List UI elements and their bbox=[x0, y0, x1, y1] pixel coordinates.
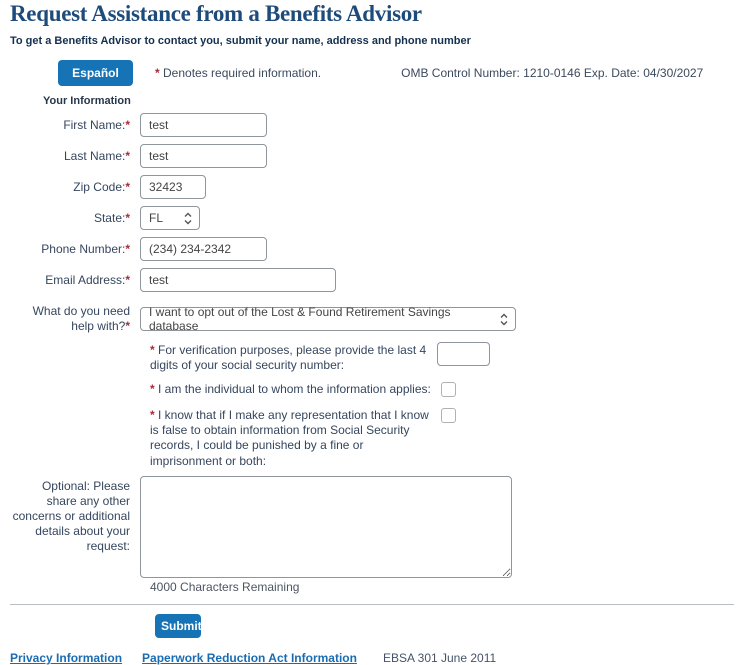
required-asterisk: * bbox=[125, 117, 130, 132]
individual-text bbox=[150, 381, 437, 397]
first-name-label: First Name:* bbox=[63, 117, 130, 132]
optional-row bbox=[10, 476, 734, 578]
phone-input[interactable] bbox=[140, 237, 267, 261]
perjury-statement-text: I know that if I make any representation that I know is false to obtain information from Social Security records, I could be punished by a fine or imprisonment or both: bbox=[150, 407, 429, 468]
chars-remaining-text: 4000 Characters Remaining bbox=[150, 580, 300, 595]
required-asterisk: * bbox=[155, 66, 160, 80]
required-asterisk: * bbox=[125, 210, 130, 225]
page-title: Request Assistance from a Benefits Advisor bbox=[10, 1, 422, 26]
perjury-text bbox=[150, 407, 437, 469]
select-spinner-icon bbox=[500, 313, 508, 326]
zip-code-row bbox=[10, 175, 734, 199]
paperwork-reduction-act-link[interactable]: Paperwork Reduction Act Information bbox=[142, 651, 357, 665]
optional-details-textarea[interactable] bbox=[140, 476, 512, 578]
footer bbox=[10, 651, 734, 665]
zip-code-input[interactable] bbox=[140, 175, 206, 199]
last-name-input[interactable] bbox=[140, 144, 267, 168]
ssn-row bbox=[150, 342, 734, 374]
first-name-row bbox=[10, 113, 734, 137]
required-asterisk: * bbox=[150, 407, 155, 422]
email-input[interactable] bbox=[140, 268, 336, 292]
help-row bbox=[10, 304, 734, 334]
espanol-button[interactable]: Español bbox=[58, 60, 133, 86]
optional-label: Optional: Please share any other concerns or additional details about your request: bbox=[12, 479, 130, 554]
perjury-row bbox=[150, 407, 734, 469]
individual-row bbox=[150, 381, 734, 400]
required-asterisk: * bbox=[125, 179, 130, 194]
page-subtitle: To get a Benefits Advisor to contact you, submit your name, address and phone number bbox=[10, 35, 471, 47]
state-row bbox=[10, 206, 734, 230]
phone-label: Phone Number:* bbox=[41, 241, 130, 256]
required-asterisk: * bbox=[150, 381, 155, 396]
state-select-value: FL bbox=[149, 211, 164, 225]
select-spinner-icon bbox=[184, 212, 192, 225]
phone-row bbox=[10, 237, 734, 261]
divider bbox=[10, 604, 734, 605]
privacy-information-link[interactable]: Privacy Information bbox=[10, 651, 123, 665]
individual-checkbox[interactable] bbox=[441, 382, 456, 397]
help-select-value: I want to opt out of the Lost & Found Retirement Savings database bbox=[149, 305, 451, 333]
section-heading-your-information: Your Information bbox=[43, 95, 131, 107]
form-header-row bbox=[10, 60, 734, 86]
last-name-row bbox=[10, 144, 734, 168]
required-asterisk: * bbox=[125, 241, 130, 256]
last-name-label: Last Name:* bbox=[63, 148, 130, 163]
zip-code-label: Zip Code:* bbox=[73, 179, 130, 194]
email-row bbox=[10, 268, 734, 292]
required-note-text: Denotes required information. bbox=[163, 66, 322, 80]
perjury-checkbox[interactable] bbox=[441, 408, 456, 423]
required-asterisk: * bbox=[150, 343, 155, 357]
omb-control-text: OMB Control Number: 1210-0146 Exp. Date: 04/30/2027 bbox=[401, 66, 704, 80]
ssn-note-text: For verification purposes, please provide the last 4 digits of your social security number: bbox=[150, 343, 427, 373]
submit-button[interactable]: Submit bbox=[155, 614, 201, 638]
required-asterisk: * bbox=[125, 272, 130, 287]
required-asterisk: * bbox=[125, 319, 130, 333]
required-asterisk: * bbox=[125, 148, 130, 163]
individual-statement-text: I am the individual to whom the information applies: bbox=[158, 381, 431, 396]
state-label: State:* bbox=[93, 210, 130, 225]
help-label: What do you need help with?* bbox=[32, 304, 130, 333]
ebsa-form-id-text: EBSA 301 June 2011 bbox=[382, 651, 497, 665]
required-note bbox=[155, 66, 321, 80]
help-select[interactable] bbox=[140, 307, 516, 331]
state-select[interactable] bbox=[140, 206, 200, 230]
ssn-last4-input[interactable] bbox=[437, 342, 490, 366]
ssn-note bbox=[150, 342, 437, 374]
email-label: Email Address:* bbox=[45, 272, 130, 287]
first-name-input[interactable] bbox=[140, 113, 267, 137]
